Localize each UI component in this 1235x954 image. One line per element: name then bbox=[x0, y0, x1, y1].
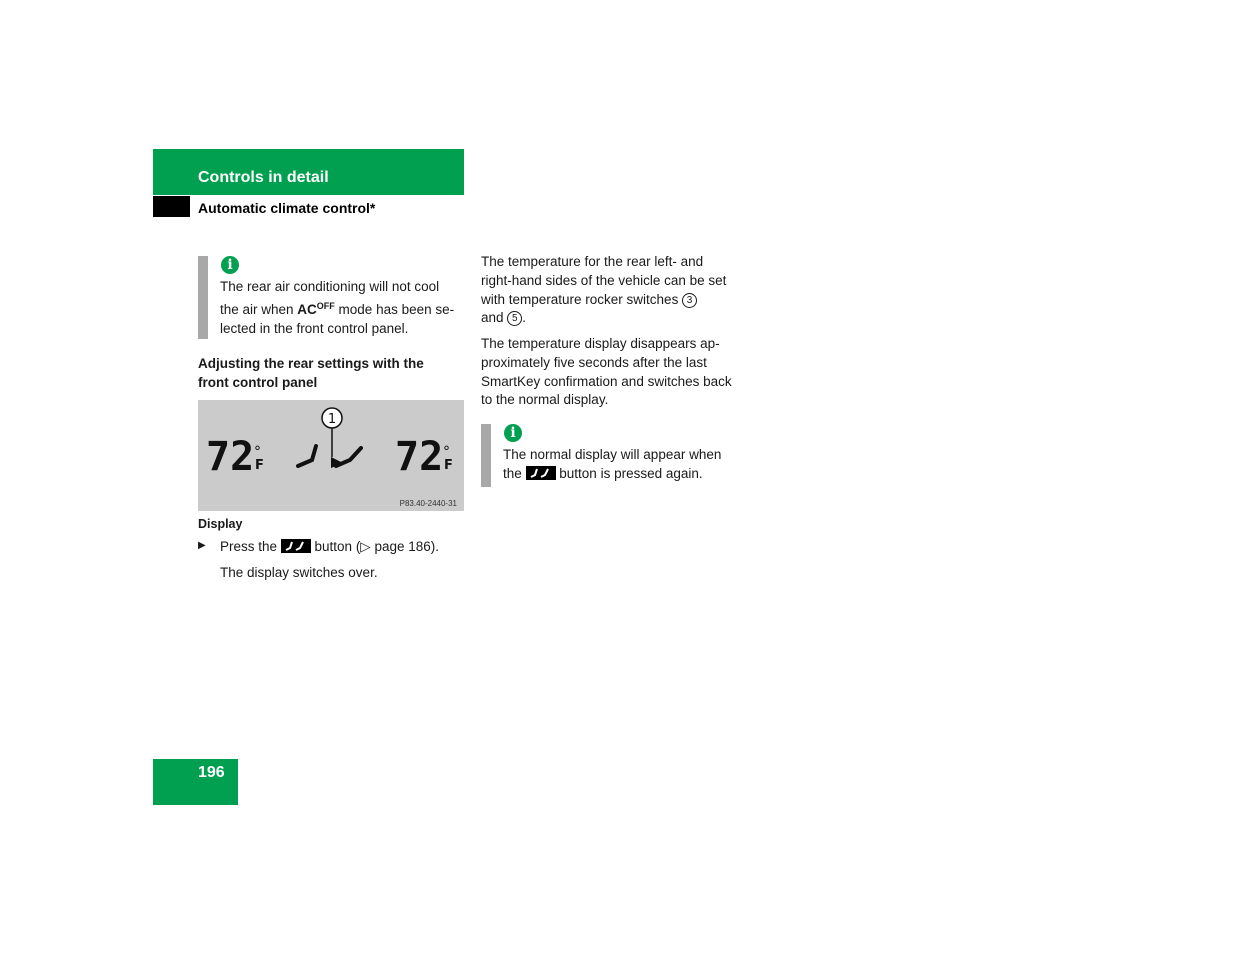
paragraph-text-part: with temperature rocker switches bbox=[481, 291, 683, 307]
degree-left: ° bbox=[254, 444, 261, 460]
paragraph-line: to the normal display. bbox=[481, 392, 609, 408]
rear-fan-button-icon bbox=[526, 466, 556, 480]
note-text bbox=[503, 446, 753, 484]
display-illustration bbox=[198, 400, 464, 511]
info-note-rear-ac bbox=[198, 256, 468, 339]
heading-line: front control panel bbox=[198, 374, 318, 390]
climate-display-figure bbox=[198, 400, 464, 511]
section-heading bbox=[198, 355, 464, 393]
temp-right: 72 bbox=[395, 434, 444, 480]
info-icon: i bbox=[504, 424, 522, 442]
paragraph-line: The temperature display disappears ap- bbox=[481, 336, 720, 351]
unit-left: F bbox=[255, 458, 264, 473]
subsection-title: Automatic climate control* bbox=[198, 200, 376, 216]
paragraph-line: proximately five seconds after the last bbox=[481, 354, 707, 370]
page-number: 196 bbox=[198, 764, 225, 781]
note-line bbox=[503, 446, 753, 465]
note-line bbox=[503, 465, 753, 484]
note-line bbox=[220, 297, 470, 320]
switch-ref-5: 5 bbox=[507, 311, 522, 326]
temp-left: 72 bbox=[206, 434, 255, 480]
paragraph-line: SmartKey confirmation and switches back bbox=[481, 373, 732, 389]
note-text-part: The normal display will appear when bbox=[503, 447, 722, 462]
display-timeout-paragraph bbox=[481, 335, 751, 410]
instruction-text bbox=[220, 538, 439, 557]
paragraph-text-part: and bbox=[481, 310, 508, 326]
note-text-part: mode has been se- bbox=[334, 301, 455, 317]
info-note-normal-display bbox=[481, 424, 751, 487]
paragraph-line bbox=[481, 309, 751, 328]
note-text-part: the air when bbox=[220, 301, 298, 317]
switch-ref-3: 3 bbox=[682, 293, 697, 308]
note-bar bbox=[481, 424, 491, 487]
paragraph-line bbox=[481, 291, 751, 310]
rear-temperature-paragraph bbox=[481, 253, 751, 328]
figure-code: P83.40-2440-31 bbox=[399, 499, 457, 508]
note-line: The rear air conditioning will not cool bbox=[220, 279, 440, 294]
note-text-part: the bbox=[503, 465, 526, 481]
instruction-result: The display switches over. bbox=[220, 565, 378, 580]
paragraph-text-part: . bbox=[522, 310, 527, 326]
bullet-arrow-icon: ▶ bbox=[198, 540, 206, 551]
subsection-marker bbox=[153, 196, 190, 217]
note-line: lected in the front control panel. bbox=[220, 320, 409, 336]
note-bar bbox=[198, 256, 208, 339]
page-number-band bbox=[153, 759, 238, 805]
instruction-text-part: button (▷ page 186). bbox=[310, 539, 439, 554]
off-label: OFF bbox=[316, 300, 335, 311]
info-icon: i bbox=[221, 256, 239, 274]
unit-right: F bbox=[444, 458, 453, 473]
instruction-text-part: Press the bbox=[220, 539, 281, 554]
figure-caption: Display bbox=[198, 517, 243, 531]
paragraph-line: The temperature for the rear left- and bbox=[481, 254, 704, 269]
heading-line: Adjusting the rear settings with the bbox=[198, 356, 424, 371]
ac-off-label bbox=[297, 302, 335, 317]
airflow-icon bbox=[298, 446, 361, 466]
paragraph-line: right-hand sides of the vehicle can be set bbox=[481, 272, 727, 288]
note-text bbox=[220, 278, 470, 338]
degree-right: ° bbox=[443, 444, 450, 460]
ac-label: AC bbox=[297, 301, 317, 317]
rear-fan-button-icon bbox=[281, 539, 311, 553]
callout-number: 1 bbox=[327, 412, 337, 427]
section-title: Controls in detail bbox=[198, 169, 329, 186]
note-text-part: button is pressed again. bbox=[555, 465, 703, 481]
